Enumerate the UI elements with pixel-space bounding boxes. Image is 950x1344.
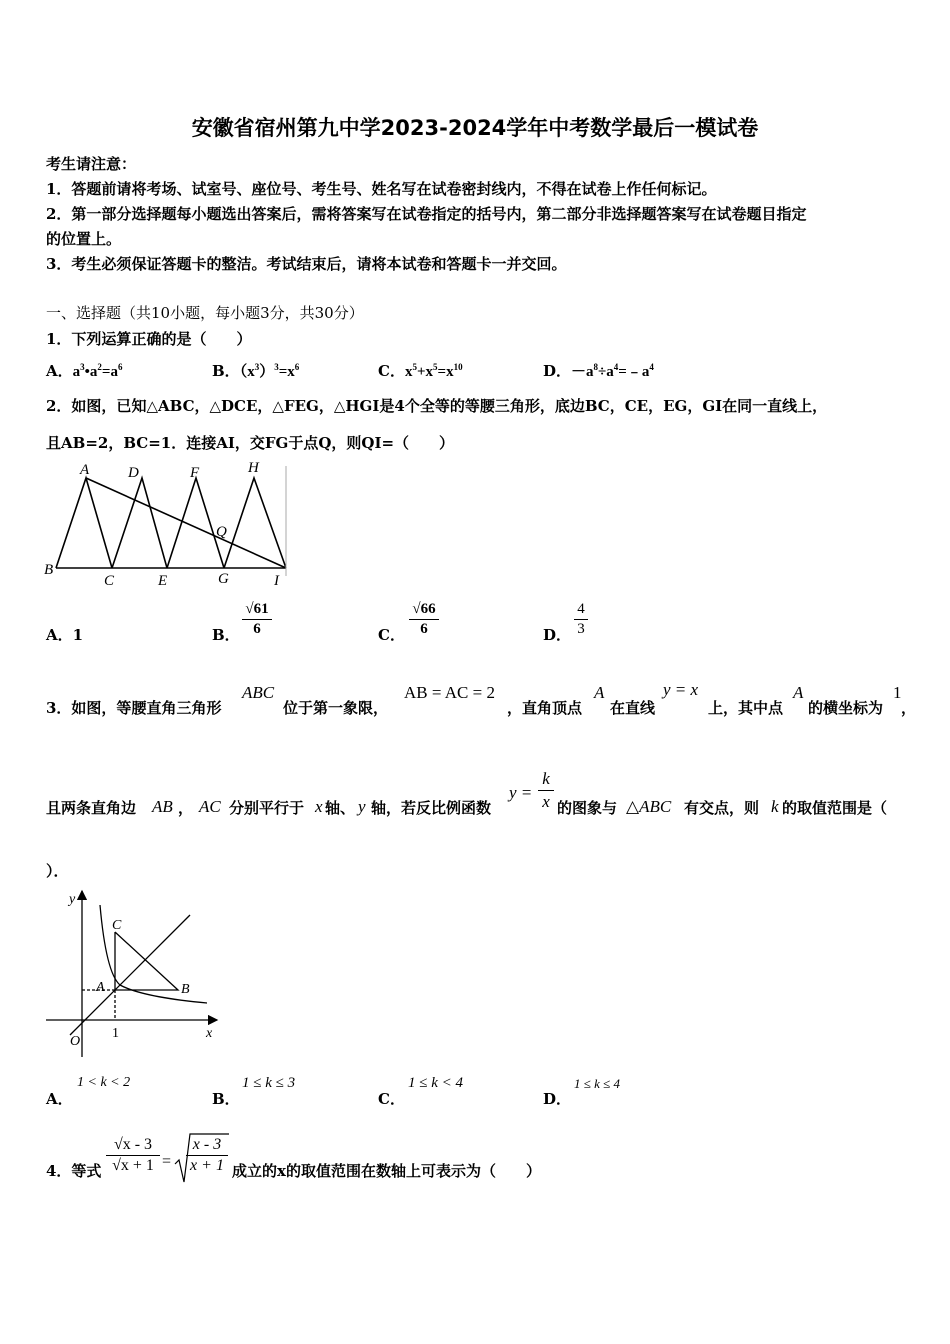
q3-text-13: 的图象与 (557, 799, 618, 817)
q3-math-x: x (315, 797, 323, 816)
q1-option-b: B．$(x^3)^3=x^6$ (212, 362, 300, 380)
q3-text-10: 分别平行于 (229, 799, 305, 817)
q3-text-9: ， (178, 799, 194, 817)
q3-text-16: ）． (46, 862, 69, 880)
q4-lhs-fraction: √x - 3 √x + 1 (106, 1136, 160, 1175)
q4-rhs-fraction: x - 3 x + 1 (186, 1136, 228, 1175)
q2-option-c-label: C． (378, 626, 405, 644)
q2-label-f: F (190, 465, 200, 481)
q3-text-15: 的取值范围是（ (782, 799, 888, 817)
q3-math-y: y (358, 797, 366, 816)
q2-label-e: E (158, 573, 168, 588)
notice-item-2-cont: 的位置上。 (46, 230, 122, 248)
q3-text-7: ， (901, 699, 917, 717)
q3-math-a2: A (793, 683, 804, 702)
q2-label-a: A (80, 462, 90, 478)
q3-option-b-value: 1 ≤ k ≤ 3 (242, 1075, 296, 1091)
q2-figure (42, 458, 292, 588)
q3-math-yeq: y = (509, 783, 533, 802)
q3-math-ac: AC (199, 797, 221, 816)
q4-text-2: 成立的x的取值范围在数轴上可表示为（ ） (232, 1162, 541, 1180)
q1-option-a: A．$a^3•a^2=a^6$ (46, 362, 123, 380)
q3-math-k-over-x: k x (538, 769, 554, 812)
q3-label-b: B (181, 982, 190, 997)
q3-math-ab-ac: AB = AC = 2 (404, 683, 495, 702)
q3-text-1: 3．如图，等腰直角三角形 (46, 699, 222, 717)
q3-line-y-eq-x (70, 915, 190, 1035)
notice-item-2: 2．第一部分选择题每小题选出答案后，需将答案写在试卷指定的括号内，第二部分非选择题答案写在试卷题目指定 (46, 205, 807, 223)
q2-triangle-feg (167, 478, 224, 568)
q2-label-q: Q (216, 524, 227, 540)
q3-option-b-label: B． (212, 1090, 240, 1108)
q2-label-d: D (128, 465, 139, 481)
q3-text-11: 轴、 (325, 799, 356, 817)
notice-item-3: 3．考生必须保证答题卡的整洁。考试结束后，请将本试卷和答题卡一并交回。 (46, 255, 567, 273)
q3-label-y: y (69, 892, 76, 907)
q2-triangle-dce (112, 478, 167, 568)
q2-triangle-abc (56, 478, 112, 568)
q2-stem-line1: 2．如图，已知△ABC，△DCE，△FEG，△HGI是4个全等的等腰三角形，底边BC，CE，EG，GI在同一直线上， (46, 397, 828, 415)
q3-math-triangle: △ABC (626, 797, 672, 816)
q3-math-ab: AB (152, 797, 173, 816)
q2-option-c-value: √66 6 (409, 601, 439, 638)
q3-text-8: 且两条直角边 (46, 799, 137, 817)
q3-text-6: 的横坐标为 (808, 699, 884, 717)
q3-text-4: 在直线 (610, 699, 656, 717)
q3-label-a: A (96, 980, 105, 995)
q2-option-a: A．1 (46, 626, 84, 644)
q3-option-c-value: 1 ≤ k < 4 (408, 1075, 464, 1091)
q1-option-d: D．$-a^8\div a^4=﹣a^4$ (543, 362, 654, 380)
q3-option-a-label: A． (46, 1090, 73, 1108)
q2-label-h: H (248, 460, 259, 476)
q2-option-b-value: √61 6 (242, 601, 272, 638)
q2-label-g: G (218, 571, 229, 587)
q3-text-14: 有交点，则 (684, 799, 760, 817)
notice-heading: 考生请注意： (46, 155, 137, 173)
q2-stem-line2: 且AB=2，BC=1．连接AI，交FG于点Q，则QI=（ ） (46, 434, 455, 452)
q2-option-b-label: B． (212, 626, 240, 644)
q4-text-1: 4．等式 (46, 1162, 102, 1180)
q3-text-2: 位于第一象限， (283, 699, 389, 717)
notice-item-1: 1．答题前请将考场、试室号、座位号、考生号、姓名写在试卷密封线内，不得在试卷上作任何标记。 (46, 180, 717, 198)
section-heading: 一、选择题（共10小题，每小题3分，共30分） (46, 304, 364, 322)
q3-figure (42, 885, 232, 1060)
page-title: 安徽省宿州第九中学2023-2024学年中考数学最后一模试卷 (191, 116, 759, 140)
q3-label-o: O (70, 1034, 81, 1049)
q3-option-a-value: 1 < k < 2 (77, 1075, 131, 1090)
q3-math-a1: A (594, 683, 605, 702)
q2-option-d-label: D． (543, 626, 572, 644)
q1-stem: 1．下列运算正确的是（ ） (46, 330, 252, 348)
q3-option-c-label: C． (378, 1090, 405, 1108)
q3-text-3: ，直角顶点 (507, 699, 583, 717)
q2-label-i: I (274, 573, 279, 588)
q3-math-abc: ABC (242, 683, 275, 702)
q3-label-c: C (112, 918, 122, 933)
q3-option-d-value: 1 ≤ k ≤ 4 (574, 1076, 621, 1091)
q3-label-1: 1 (112, 1026, 119, 1041)
q3-math-one: 1 (893, 683, 902, 702)
q2-option-d-value: 4 3 (574, 601, 588, 638)
q3-math-yx: y = x (663, 680, 699, 699)
q4-equals: = (162, 1153, 172, 1170)
q2-label-b: B (44, 562, 54, 578)
q3-text-12: 轴，若反比例函数 (371, 799, 492, 817)
q3-label-x: x (206, 1026, 213, 1041)
q3-text-5: 上，其中点 (708, 699, 784, 717)
q3-option-d-label: D． (543, 1090, 572, 1108)
q1-option-c: C．$x^5+x^5=x^{10}$ (378, 362, 463, 380)
q3-math-k: k (771, 797, 779, 816)
q2-label-c: C (104, 573, 115, 588)
